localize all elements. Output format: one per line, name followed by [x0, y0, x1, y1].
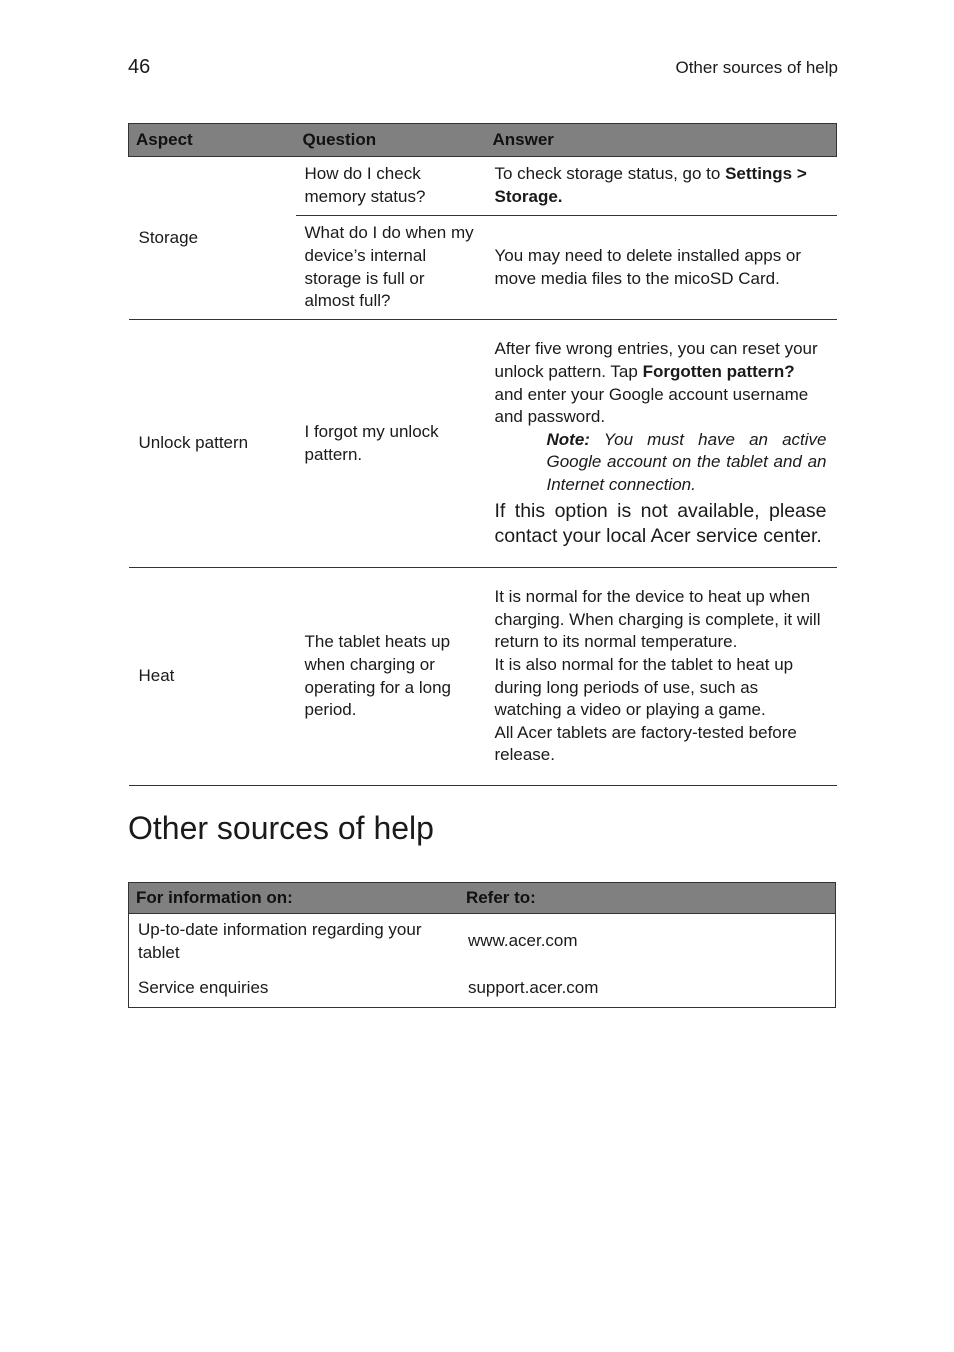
question-storage-full: What do I do when my device’s internal storage is full or almost full? — [296, 216, 486, 320]
help-info-cell: Service enquiries — [138, 977, 269, 997]
answer-unlock-forgotten-pattern: Forgotten pattern? — [642, 362, 795, 382]
faq-header-row — [129, 124, 837, 157]
help-header-row — [129, 883, 836, 914]
page-number: 46 — [128, 56, 151, 78]
question-heat: The tablet heats up when charging or operating for a long period. — [296, 568, 486, 786]
answer-unlock — [486, 320, 837, 568]
header-question: Question — [296, 124, 486, 157]
table-row — [129, 320, 837, 568]
help-refer-link[interactable]: www.acer.com — [467, 931, 578, 951]
faq-table — [128, 123, 837, 786]
table-row — [129, 970, 836, 1008]
header-refer-to: Refer to: — [459, 883, 836, 914]
note-text: You must have an active Google account on the tablet and an Internet connection. — [546, 429, 827, 494]
question-storage-check: How do I check memory status? — [296, 157, 486, 216]
header-answer: Answer — [486, 124, 837, 157]
question-unlock: I forgot my unlock pattern. — [296, 320, 486, 568]
answer-storage-check-text: To check storage status, go to — [494, 164, 726, 184]
aspect-heat: Heat — [129, 568, 296, 786]
help-refer-link[interactable]: support.acer.com — [467, 977, 599, 997]
answer-heat-p1: It is normal for the device to heat up when charging. When charging is complete, it will return to its normal temperature. — [494, 587, 821, 652]
answer-heat-p2: It is also normal for the tablet to heat up during long periods of use, such as watching a video or playing a game. — [494, 654, 794, 720]
answer-unlock-part1: After five wrong entries, you can reset your unlock pattern. Tap — [494, 339, 818, 382]
aspect-storage: Storage — [129, 157, 296, 320]
answer-unlock-part2: and enter your Google account username and password. — [494, 384, 809, 427]
header-aspect: Aspect — [129, 124, 296, 157]
answer-unlock-fallback: If this option is not available, please contact your local Acer service center. — [494, 499, 827, 547]
running-header: Other sources of help — [675, 58, 838, 77]
table-row — [129, 914, 836, 970]
answer-storage-check — [486, 157, 837, 216]
answer-unlock-main — [495, 338, 827, 428]
table-row — [129, 568, 837, 786]
note — [547, 429, 827, 497]
aspect-unlock: Unlock pattern — [129, 320, 296, 568]
answer-heat — [486, 568, 837, 786]
help-table — [128, 882, 836, 1008]
answer-storage-full: You may need to delete installed apps or move media files to the micoSD Card. — [486, 216, 837, 320]
table-row — [129, 157, 837, 216]
answer-storage-settings-path: Settings > Storage. — [494, 164, 807, 206]
help-info-cell: Up-to-date information regarding your tablet — [138, 920, 422, 962]
section-title: Other sources of help — [128, 810, 434, 846]
answer-heat-p3: All Acer tablets are factory-tested before release. — [494, 722, 797, 765]
header-information: For information on: — [129, 883, 459, 914]
note-label: Note: — [546, 429, 590, 449]
